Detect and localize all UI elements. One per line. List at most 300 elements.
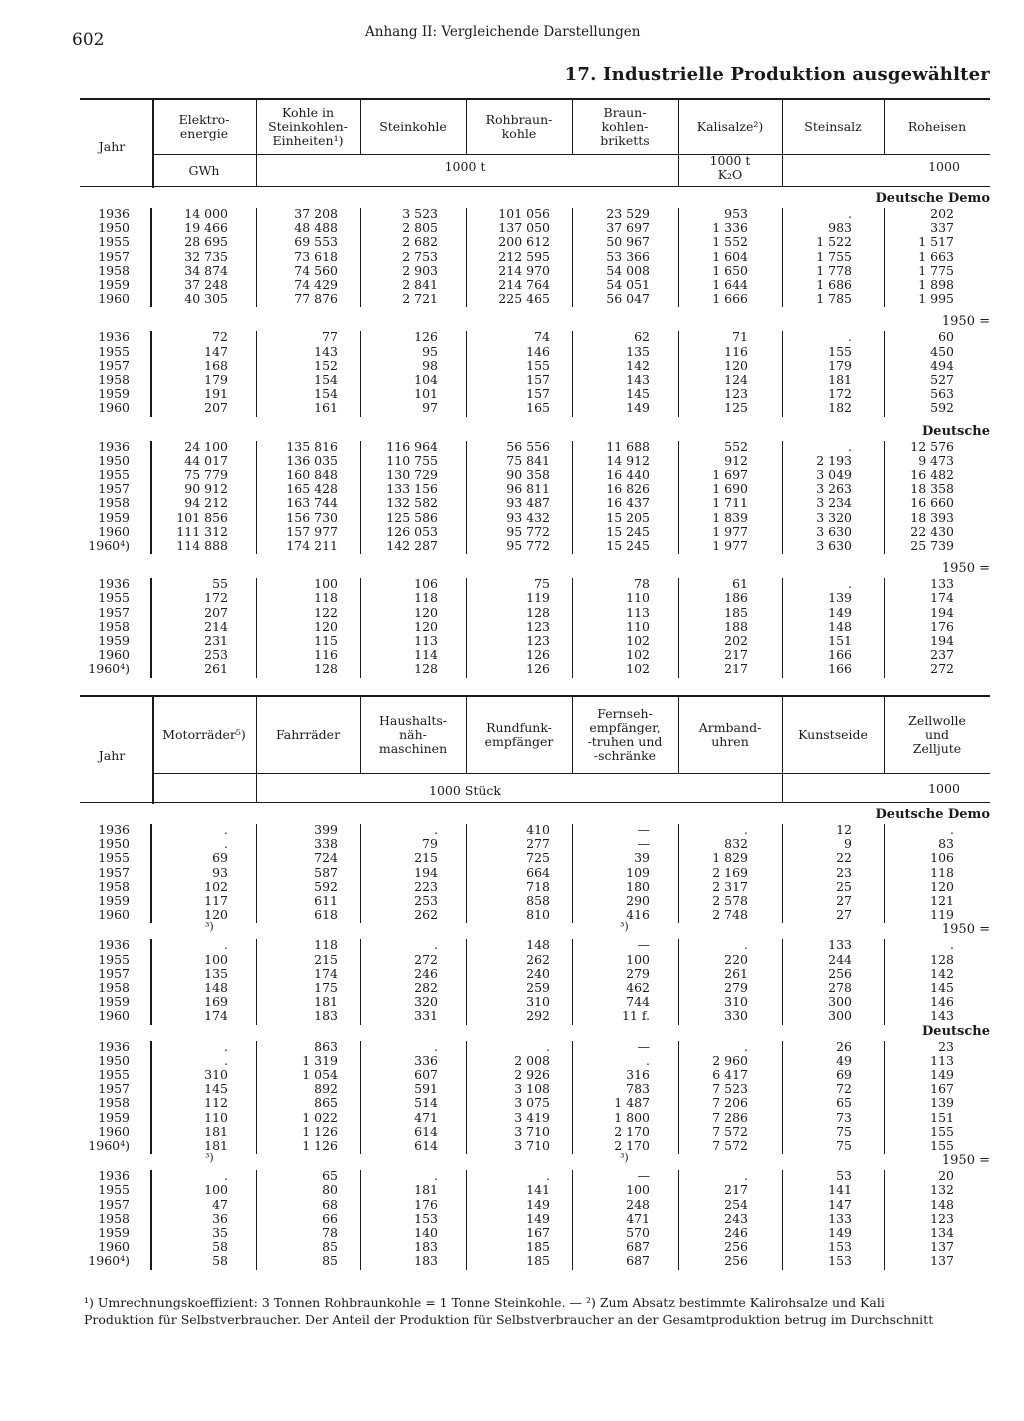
table-cell: 116: [314, 647, 338, 663]
table-cell: 130 729: [386, 467, 438, 482]
row-year: 1959: [98, 509, 130, 525]
row-year: 1957: [98, 481, 130, 497]
table-cell: .: [848, 438, 852, 454]
table-row: [0, 468, 1024, 482]
table1-col-header: Braun- kohlen- briketts: [600, 105, 650, 148]
table-cell: 215: [414, 850, 438, 866]
table-cell: 78: [322, 1225, 338, 1240]
table1-body-sep: [466, 441, 467, 555]
table-cell: 134: [930, 1225, 954, 1240]
row-year: 1955: [98, 850, 130, 866]
table-cell: 181: [414, 1182, 438, 1198]
table-cell: 133: [828, 937, 852, 953]
table-cell: —: [637, 1168, 650, 1184]
table-cell: 331: [414, 1008, 438, 1024]
table-cell: 279: [724, 980, 748, 995]
table-cell: 167: [526, 1225, 550, 1240]
table-cell: 256: [724, 1239, 748, 1255]
table-cell: 135: [204, 965, 228, 981]
table-cell: 724: [314, 850, 338, 866]
table-cell: 114 888: [176, 538, 228, 553]
row-year: 1959: [98, 893, 130, 908]
table-cell: 514: [414, 1095, 438, 1111]
table-cell: 194: [414, 864, 438, 880]
table-cell: 1 666: [712, 291, 748, 307]
table2-body-sep: [678, 1170, 679, 1269]
table-cell: 1 650: [712, 262, 748, 278]
row-year: 1960⁴): [88, 1253, 130, 1269]
table-cell: 23: [938, 1038, 954, 1054]
table-cell: 100: [314, 576, 338, 592]
table-cell: 243: [724, 1210, 748, 1226]
row-year: 1958: [98, 878, 130, 894]
table1-body-sep: [678, 578, 679, 677]
table-cell: 149: [930, 1067, 954, 1082]
table-cell: 231: [204, 633, 228, 648]
table-cell: 983: [828, 220, 852, 236]
table-cell: .: [546, 1168, 550, 1184]
table-cell: 16 437: [606, 495, 650, 511]
table-cell: 90 912: [184, 481, 228, 497]
table-cell: 157: [526, 372, 550, 387]
row-year: 1959: [98, 1225, 130, 1240]
table-cell: 416: [626, 907, 650, 923]
table-row: [0, 837, 1024, 851]
table-cell: 1 755: [816, 248, 852, 264]
row-year: 1955: [98, 590, 130, 606]
table-cell: 1 898: [918, 277, 954, 292]
table-cell: 137: [930, 1239, 954, 1255]
table-cell: 120: [204, 907, 228, 923]
table1-section-label: Deutsche Demo: [875, 191, 990, 206]
table-cell: 15 245: [606, 538, 650, 553]
table-cell: 155: [930, 1123, 954, 1139]
table-cell: 912: [724, 452, 748, 468]
table2-body-sep: [256, 824, 257, 923]
table-cell: 83: [938, 836, 954, 852]
row-year: 1960: [98, 1239, 130, 1255]
table-cell: 248: [626, 1196, 650, 1212]
table1-year-label: Jahr: [98, 139, 126, 154]
table-cell: 151: [828, 633, 852, 648]
table-row: [0, 880, 1024, 894]
table1-col-header: Roheisen: [907, 119, 967, 134]
table-cell: 132 582: [386, 495, 438, 511]
table-cell: 61: [732, 576, 748, 592]
table1-col-header: Kalisalze²): [696, 119, 764, 134]
table-cell: 300: [828, 994, 852, 1010]
table-cell: 220: [724, 951, 748, 967]
table-cell: 69 553: [294, 234, 338, 250]
table-cell: 217: [724, 1182, 748, 1198]
table2-body-sep: [782, 939, 783, 1024]
table-cell: 214 764: [498, 277, 550, 292]
table-cell: 1 319: [302, 1052, 338, 1068]
table-cell: 102: [204, 878, 228, 894]
table2-body-sep: [572, 1041, 573, 1155]
table-cell: 12: [836, 822, 852, 837]
row-year: 1936: [98, 329, 130, 345]
table-row: [0, 1125, 1024, 1139]
table2-body-year-sep: [150, 1041, 152, 1155]
table-cell: 865: [314, 1095, 338, 1111]
footnote-1: ¹) Umrechnungskoeffizient: 3 Tonnen Rohbraunkohle = 1 Tonne Steinkohle. — ²) Zum Absatz bestimmte Kalirohsalze und Kali: [84, 1295, 885, 1310]
table-cell: 181: [204, 1123, 228, 1139]
table-cell: 27: [836, 907, 852, 923]
table-cell: .: [224, 822, 228, 837]
table-cell: 128: [930, 951, 954, 967]
table-cell: 56 556: [506, 438, 550, 454]
table2-year-label: Jahr: [98, 748, 126, 763]
table-cell: 165 428: [286, 481, 338, 497]
table-cell: 95: [422, 343, 438, 359]
table-cell: 202: [930, 206, 954, 221]
table1-body-year-sep: [150, 578, 152, 677]
row-year: 1957: [98, 248, 130, 264]
table2-body-sep: [782, 1041, 783, 1155]
table-cell: .: [546, 1038, 550, 1054]
row-year: 1960: [98, 523, 130, 539]
table-cell: 16 660: [910, 495, 954, 511]
table-cell: 161: [314, 400, 338, 416]
table-cell: 154: [314, 372, 338, 387]
table1-body-sep: [884, 578, 885, 677]
table1-unit-rule: [80, 186, 990, 187]
table1-body-year-sep: [150, 208, 152, 307]
table-cell: 182: [828, 400, 852, 416]
table-cell: 93: [212, 864, 228, 880]
table-row: [0, 938, 1024, 952]
table2-unit-sep: [256, 773, 257, 802]
table1-body-sep: [466, 208, 467, 307]
table-cell: 316: [626, 1067, 650, 1082]
table-cell: 126: [414, 329, 438, 345]
table-cell: 143: [626, 372, 650, 387]
row-year: 1955: [98, 951, 130, 967]
table-cell: 85: [322, 1253, 338, 1269]
table2-header-sep: [360, 697, 361, 773]
table-cell: 744: [626, 994, 650, 1010]
table-row: [0, 250, 1024, 264]
table-cell: 79: [422, 836, 438, 852]
table2-body-sep: [884, 824, 885, 923]
table-cell: 117: [204, 893, 228, 908]
table2-body-sep: [256, 1041, 257, 1155]
table-cell: 75: [534, 576, 550, 592]
table-cell: 246: [724, 1225, 748, 1240]
table2-col-header: Armband- uhren: [698, 720, 762, 749]
table-cell: 2 682: [402, 234, 438, 250]
table-cell: 133 156: [386, 481, 438, 497]
table-cell: 75: [836, 1123, 852, 1139]
table-cell: 1 977: [712, 523, 748, 539]
row-year: 1960⁴): [88, 538, 130, 553]
table-cell: 120: [724, 357, 748, 373]
table-cell: 100: [204, 1182, 228, 1198]
table2-body-sep: [256, 1170, 257, 1269]
table-cell: 139: [828, 590, 852, 606]
table-cell: 179: [828, 357, 852, 373]
table-cell: 54 051: [606, 277, 650, 292]
table-cell: 2 170: [614, 1138, 650, 1153]
table-cell: .: [434, 822, 438, 837]
table-cell: 157 977: [286, 523, 338, 539]
table-cell: 113: [626, 604, 650, 620]
table-cell: 27: [836, 893, 852, 908]
table-cell: 399: [314, 822, 338, 837]
table-cell: 174: [204, 1008, 228, 1024]
table-cell: 450: [930, 343, 954, 359]
table2-col-header: Fernseh- empfänger, -truhen und -schränke: [587, 706, 663, 763]
table-cell: —: [637, 836, 650, 852]
table1-header-rule: [152, 154, 990, 155]
table-cell: 1 839: [712, 509, 748, 525]
table-cell: .: [744, 937, 748, 953]
table-cell: 225 465: [498, 291, 550, 307]
table-cell: 118: [930, 864, 954, 880]
row-year: 1957: [98, 357, 130, 373]
table-cell: 858: [526, 893, 550, 908]
table-cell: 104: [414, 372, 438, 387]
table-cell: 74 429: [294, 277, 338, 292]
table-cell: 167: [930, 1081, 954, 1097]
table-cell: .: [224, 1038, 228, 1054]
table-cell: 120: [414, 618, 438, 634]
table-cell: 157: [526, 386, 550, 402]
table-cell: .: [848, 329, 852, 345]
table-cell: 147: [828, 1196, 852, 1212]
table-cell: 47: [212, 1196, 228, 1212]
table1-header-sep: [884, 100, 885, 154]
table-cell: 11 688: [606, 438, 650, 454]
table-cell: 132: [930, 1182, 954, 1198]
footnote-2: Produktion für Selbstverbraucher. Der Anteil der Produktion für Selbstverbraucher an der Gesamtproduktion betrug im Durchschnitt: [84, 1312, 934, 1327]
table-cell: 15 245: [606, 523, 650, 539]
table-cell: .: [434, 1038, 438, 1054]
table-cell: 2 578: [712, 893, 748, 908]
table-cell: 618: [314, 907, 338, 923]
table1-body-sep: [678, 331, 679, 416]
row-year: 1950: [98, 220, 130, 236]
table-cell: 54 008: [606, 262, 650, 278]
table-cell: 174 211: [286, 538, 338, 553]
table-cell: 607: [414, 1067, 438, 1082]
table-cell: 49: [836, 1052, 852, 1068]
table2-header-sep: [678, 697, 679, 773]
table-row: [0, 823, 1024, 837]
table-cell: 3 049: [816, 467, 852, 482]
table-cell: 145: [204, 1081, 228, 1097]
table-cell: .: [646, 1052, 650, 1068]
table-cell: 3 320: [816, 509, 852, 525]
table-cell: 183: [414, 1239, 438, 1255]
table-cell: 336: [414, 1052, 438, 1068]
table-cell: 106: [930, 850, 954, 866]
table-cell: 78: [634, 576, 650, 592]
table1-body-sep: [466, 331, 467, 416]
table-row: [0, 525, 1024, 539]
table-cell: 253: [414, 893, 438, 908]
table-cell: 188: [724, 618, 748, 634]
table-row: [0, 1183, 1024, 1197]
table-row: [0, 967, 1024, 981]
table1-body-sep: [782, 578, 783, 677]
table-row: [0, 264, 1024, 278]
table-cell: 279: [626, 965, 650, 981]
table-row: [0, 278, 1024, 292]
table-cell: 1 778: [816, 262, 852, 278]
table-cell: 223: [414, 878, 438, 894]
table-cell: 259: [526, 980, 550, 995]
table-cell: 175: [314, 980, 338, 995]
table-cell: 237: [930, 647, 954, 663]
table-cell: 71: [732, 329, 748, 345]
table-row: [0, 292, 1024, 306]
table-cell: 122: [314, 604, 338, 620]
table-cell: 143: [930, 1008, 954, 1024]
table-cell: 110: [626, 590, 650, 606]
table-cell: 137: [930, 1253, 954, 1269]
row-year: 1960⁴): [88, 1138, 130, 1153]
table-cell: 90 358: [506, 467, 550, 482]
table1-col-header: Steinkohle: [379, 119, 447, 134]
table-cell: 191: [204, 386, 228, 402]
row-year: 1959: [98, 633, 130, 648]
table-cell: 186: [724, 590, 748, 606]
table-row: [0, 454, 1024, 468]
table-row: [0, 908, 1024, 922]
table-cell: 337: [930, 220, 954, 236]
table1-body-sep: [466, 578, 467, 677]
page-title: 17. Industrielle Produktion ausgewählter: [564, 64, 990, 85]
table-cell: 100: [626, 1182, 650, 1198]
table-cell: 7 286: [712, 1109, 748, 1125]
table1-body-sep: [360, 208, 361, 307]
table-cell: 278: [828, 980, 852, 995]
table-cell: 37 248: [184, 277, 228, 292]
table2-col-header: Zellwolle und Zelljute: [908, 713, 966, 756]
table-cell: 152: [314, 357, 338, 373]
table-cell: 50 967: [606, 234, 650, 250]
table-cell: 153: [414, 1210, 438, 1226]
table-cell: 9: [844, 836, 852, 852]
table-cell: 494: [930, 357, 954, 373]
table-cell: 12 576: [910, 438, 954, 454]
table-cell: 22: [836, 850, 852, 866]
table-cell: 69: [212, 850, 228, 866]
table-cell: 1 522: [816, 234, 852, 250]
table-cell: 102: [626, 633, 650, 648]
table1-body-sep: [572, 441, 573, 555]
table-cell: 165: [526, 400, 550, 416]
table-row: [0, 373, 1024, 387]
row-year: 1958: [98, 618, 130, 634]
table-cell: 194: [930, 633, 954, 648]
table2-header-sep: [256, 697, 257, 773]
table-cell: 58: [212, 1239, 228, 1255]
table2-body-sep: [572, 1170, 573, 1269]
table-cell: 725: [526, 850, 550, 866]
table2-header-sep: [884, 697, 885, 773]
table-cell: 179: [204, 372, 228, 387]
table-cell: 110: [626, 618, 650, 634]
table-cell: 181: [204, 1138, 228, 1153]
table2-body-sep: [360, 1041, 361, 1155]
table1-unit-label: 1000 t K₂O: [709, 153, 751, 182]
table-cell: 69: [836, 1067, 852, 1082]
table-cell: 180: [626, 878, 650, 894]
table2-section-note: ³): [620, 1151, 629, 1165]
table2-unit-rule: [80, 802, 990, 803]
table-cell: 160 848: [286, 467, 338, 482]
table1-body-sep: [884, 331, 885, 416]
table-cell: 174: [314, 965, 338, 981]
table-cell: 272: [930, 661, 954, 677]
table-cell: 687: [626, 1239, 650, 1255]
table2-body-sep: [884, 1041, 885, 1155]
table-cell: 142: [930, 965, 954, 981]
table-cell: 101 056: [498, 206, 550, 221]
table-cell: 1 775: [918, 262, 954, 278]
table-cell: 96 811: [506, 481, 550, 497]
table-cell: 65: [836, 1095, 852, 1111]
table-cell: 163 744: [286, 495, 338, 511]
table-cell: 310: [724, 994, 748, 1010]
table-row: [0, 1054, 1024, 1068]
table-cell: 148: [526, 937, 550, 953]
table-cell: 25: [836, 878, 852, 894]
row-year: 1958: [98, 1095, 130, 1111]
table-cell: .: [950, 822, 954, 837]
table-cell: 34 874: [184, 262, 228, 278]
table-cell: 953: [724, 206, 748, 221]
table-cell: 101: [414, 386, 438, 402]
table-cell: 65: [322, 1168, 338, 1184]
row-year: 1936: [98, 1038, 130, 1054]
row-year: 1958: [98, 980, 130, 995]
table-cell: 75: [836, 1138, 852, 1153]
table-row: [0, 1254, 1024, 1268]
table1-body-sep: [884, 208, 885, 307]
table-row: [0, 606, 1024, 620]
table-cell: 148: [204, 980, 228, 995]
table-cell: .: [848, 206, 852, 221]
table-cell: 183: [314, 1008, 338, 1024]
table-cell: 100: [204, 951, 228, 967]
table-cell: 37 697: [606, 220, 650, 236]
table-cell: 110: [204, 1109, 228, 1125]
table-cell: 1 336: [712, 220, 748, 236]
table-cell: 143: [314, 343, 338, 359]
table-cell: 62: [634, 329, 650, 345]
table-cell: 93 487: [506, 495, 550, 511]
table-cell: 176: [930, 618, 954, 634]
table-row: [0, 207, 1024, 221]
table-cell: 217: [724, 647, 748, 663]
table-cell: 2 841: [402, 277, 438, 292]
table-cell: 155: [828, 343, 852, 359]
table2-body-year-sep: [150, 1170, 152, 1269]
table-cell: .: [224, 1168, 228, 1184]
table-cell: 36: [212, 1210, 228, 1226]
table-cell: 207: [204, 604, 228, 620]
table-cell: 687: [626, 1253, 650, 1269]
table-cell: 14 000: [184, 206, 228, 221]
table2-body-sep: [466, 1170, 467, 1269]
table-cell: 98: [422, 357, 438, 373]
table-cell: 80: [322, 1182, 338, 1198]
table-cell: 100: [626, 951, 650, 967]
